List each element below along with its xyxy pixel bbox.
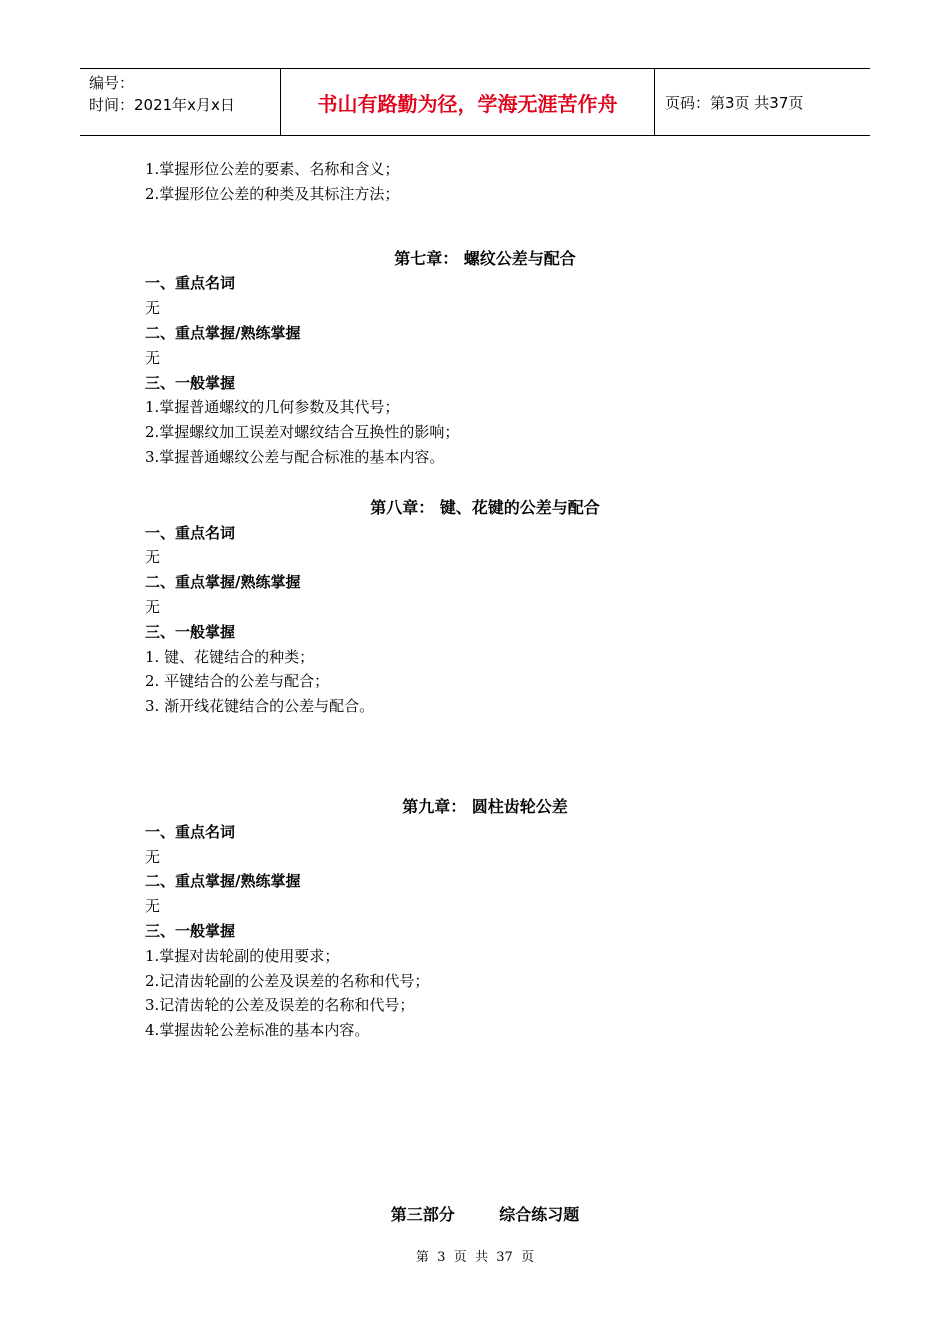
spacer bbox=[145, 470, 825, 496]
chapter-8-section-3: 三、一般掌握 bbox=[145, 622, 236, 641]
chapter-7-item: 1.掌握普通螺纹的几何参数及其代号； bbox=[145, 398, 400, 417]
chapter-8-item: 2. 平键结合的公差与配合； bbox=[145, 672, 330, 691]
page-header bbox=[80, 68, 870, 136]
intro-item: 1.掌握形位公差的要素、名称和含义； bbox=[145, 160, 400, 178]
chapter-9-section-2: 二、重点掌握/熟练掌握 bbox=[145, 872, 301, 891]
spacer bbox=[145, 207, 825, 247]
chapter-9-section-1-body: 无 bbox=[145, 847, 161, 866]
chapter-7-section-3: 三、一般掌握 bbox=[145, 373, 236, 392]
header-motto: 书山有路勤为径，学海无涯苦作舟 bbox=[281, 69, 655, 135]
chapter-8-item: 1. 键、花键结合的种类； bbox=[145, 647, 315, 666]
document-body bbox=[145, 157, 825, 1228]
time-label: 时间：2021年x月x日 bbox=[89, 96, 235, 114]
chapter-9-item: 3.记清齿轮的公差及误差的名称和代号； bbox=[145, 996, 415, 1015]
chapter-7-title: 第七章： 螺纹公差与配合 bbox=[394, 248, 576, 268]
chapter-9-item: 4.掌握齿轮公差标准的基本内容。 bbox=[145, 1021, 370, 1040]
chapter-7-section-2-body: 无 bbox=[145, 348, 161, 367]
chapter-8-section-1: 一、重点名词 bbox=[145, 523, 236, 542]
chapter-9-item: 1.掌握对齿轮副的使用要求； bbox=[145, 946, 340, 965]
chapter-8-title: 第八章： 键、花键的公差与配合 bbox=[370, 497, 600, 517]
header-page-label: 页码：第3页 共37页 bbox=[665, 93, 804, 112]
chapter-8-section-2: 二、重点掌握/熟练掌握 bbox=[145, 573, 301, 592]
chapter-7-section-2: 二、重点掌握/熟练掌握 bbox=[145, 323, 301, 342]
chapter-8-section-2-body: 无 bbox=[145, 597, 161, 616]
part-3-title: 第三部分 综合练习题 bbox=[390, 1204, 580, 1224]
chapter-7-item: 3.掌握普通螺纹公差与配合标准的基本内容。 bbox=[145, 447, 445, 466]
page-footer: 第 3 页 共 37 页 bbox=[415, 1250, 535, 1265]
chapter-7-item: 2.掌握螺纹加工误差对螺纹结合互换性的影响； bbox=[145, 423, 460, 442]
chapter-9-title: 第九章： 圆柱齿轮公差 bbox=[402, 796, 568, 816]
chapter-9-item: 2.记清齿轮副的公差及误差的名称和代号； bbox=[145, 971, 430, 990]
chapter-7-section-1: 一、重点名词 bbox=[145, 274, 236, 293]
number-label: 编号： bbox=[89, 74, 135, 92]
chapter-9-section-3: 三、一般掌握 bbox=[145, 921, 236, 940]
spacer bbox=[145, 1043, 825, 1203]
chapter-8-section-1-body: 无 bbox=[145, 548, 161, 567]
chapter-8-item: 3. 渐开线花键结合的公差与配合。 bbox=[145, 697, 375, 716]
header-meta bbox=[80, 69, 281, 135]
chapter-9-section-2-body: 无 bbox=[145, 897, 161, 916]
intro-item: 2.掌握形位公差的种类及其标注方法； bbox=[145, 184, 400, 203]
spacer bbox=[145, 719, 825, 795]
chapter-7-section-1-body: 无 bbox=[145, 299, 161, 318]
chapter-9-section-1: 一、重点名词 bbox=[145, 822, 236, 841]
